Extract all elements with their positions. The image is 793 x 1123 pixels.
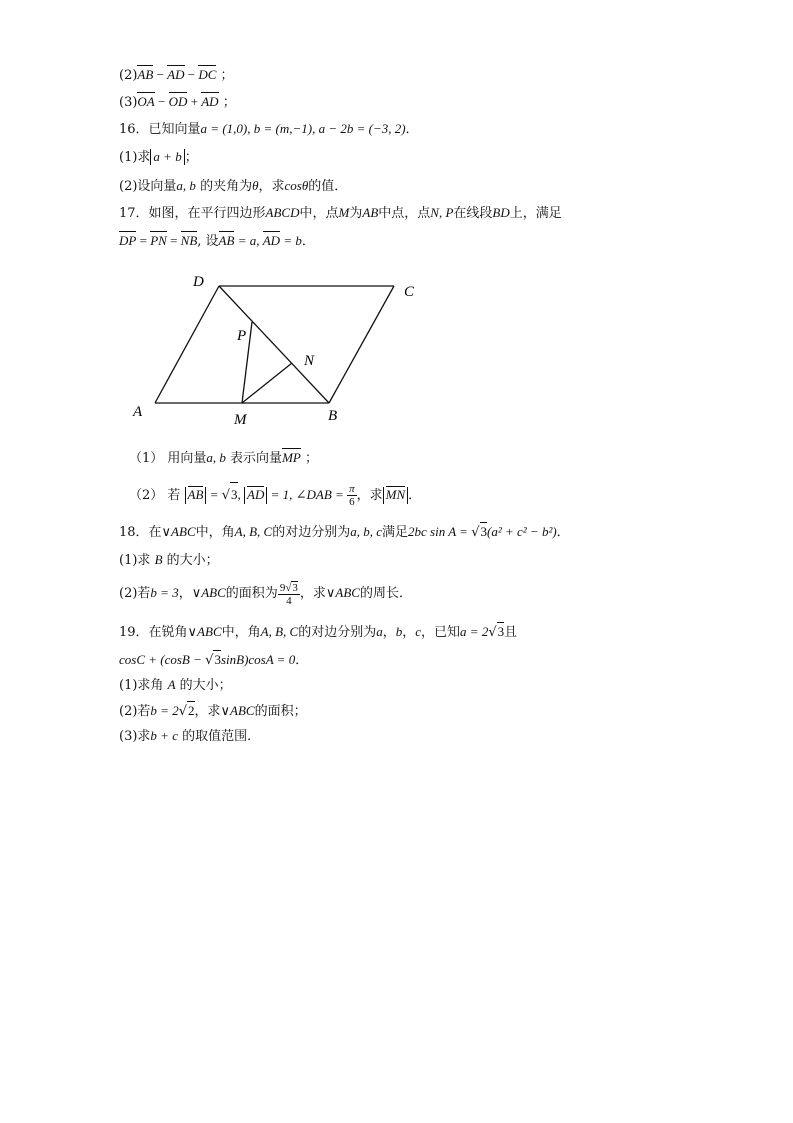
stem-text: 在线段 (453, 206, 493, 221)
sqrt-3: 3 (497, 624, 505, 639)
angle-names: A, B, C (234, 524, 273, 539)
stem-text: 的对边分别为 (272, 525, 351, 540)
parallelogram-figure (0, 0, 793, 440)
part-text: 的周长． (359, 586, 412, 601)
part-text: 的夹角为 (200, 179, 253, 194)
part-text: 的面积； (254, 704, 307, 719)
vector-mp: MP (282, 450, 301, 465)
q19-condition: cosC + (cosB − √3sinB)cosA = 0． (119, 652, 309, 668)
vector-pair: a, b (176, 178, 196, 193)
vector-ad: AD (247, 487, 265, 502)
equation: b = 3 (150, 585, 179, 600)
punctuation: ． (301, 234, 315, 249)
vector-mn: MN (385, 487, 406, 502)
segment-mn (242, 363, 292, 403)
part-text: (3)求 (119, 729, 151, 744)
part-text: (2)若 (119, 586, 151, 601)
part-text: （2） 若 (129, 488, 181, 503)
part-text: (1)求 (119, 553, 151, 568)
stem-text: 中，角 (221, 625, 261, 640)
triangle-name: ∨ABC (191, 585, 226, 600)
angle-names: A, B, C (260, 624, 299, 639)
side-a: a (376, 624, 383, 639)
denominator: 6 (349, 496, 355, 508)
vector-ad: AD (167, 67, 185, 82)
punctuation: ； (304, 451, 318, 466)
operator: = (206, 487, 222, 502)
part-text: ，求 (194, 704, 221, 719)
vector-nb: NB (180, 233, 198, 248)
stem-text: 的对边分别为 (298, 625, 377, 640)
expression: b + c (150, 728, 178, 743)
sqrt-3: 3 (480, 524, 487, 539)
punctuation: ． (408, 488, 422, 503)
label-a: A (133, 404, 143, 420)
vector-equations: a = (1,0), b = (m,−1), a − 2b = (−3, 2) (200, 121, 406, 136)
q19-part3 (119, 727, 260, 746)
q18-part1 (119, 551, 219, 570)
vector-dc: DC (198, 67, 217, 82)
label-d: D (193, 274, 204, 290)
stem-text: 满足 (382, 525, 409, 540)
numerator-sqrt: 3 (292, 581, 298, 594)
q17-part2: （2） 若 AB = √3, AD = 1, ∠DAB = $\frac{\pi}{6}$ ，求 MN ． (129, 483, 422, 508)
part-label: (3) (119, 95, 138, 110)
equation: = 1, ∠DAB = (267, 487, 348, 502)
sqrt-3: 3 (214, 652, 221, 667)
punctuation: ； (220, 68, 234, 83)
vector-od: OD (168, 94, 188, 109)
stem-text: 中，点 (299, 206, 339, 221)
q18-part2 (119, 580, 412, 607)
punctuation: ， (382, 625, 396, 640)
vector-dp: DP (119, 233, 137, 248)
angle-a: A (167, 677, 176, 692)
equation: cosC + (cosB − (119, 652, 206, 667)
part-text: 的面积为 (225, 586, 278, 601)
side-c: c (415, 624, 422, 639)
stem-text: 16．已知向量 (119, 122, 201, 137)
part-text: ，求 (299, 586, 326, 601)
segment-cb (329, 286, 394, 403)
equation: a = 2 (460, 624, 489, 639)
part-text: (1)求角 (119, 678, 164, 693)
equation: sinB)cosA = 0 (220, 652, 296, 667)
stem-text: ，已知 (421, 625, 461, 640)
vector-ad: AD (201, 94, 219, 109)
equation: 2bc sin A = (408, 524, 472, 539)
stem-text: 且 (504, 625, 518, 640)
triangle-name: ∨ABC (220, 703, 255, 718)
point-names: N, P (430, 205, 454, 220)
operator: = (166, 233, 181, 248)
q19-part1 (119, 676, 232, 695)
part-text: ，求 (258, 179, 285, 194)
vector-ad: AD (262, 233, 281, 248)
q19-stem: 19．在锐角∨ABC中，角A, B, C的对边分别为a，b，c，已知a = 2√3且 (119, 624, 518, 640)
stem-text: 为 (349, 206, 363, 221)
punctuation: ． (295, 653, 309, 668)
numerator-coef: 9 (279, 581, 286, 594)
vector-ab: AB (137, 67, 154, 82)
numerator: π (349, 483, 355, 495)
vector-ab: AB (187, 487, 204, 502)
vector-pn: PN (150, 233, 167, 248)
triangle-name: ∨ABC (161, 524, 196, 539)
sqrt-3: 3 (230, 482, 238, 507)
operator: = (136, 233, 151, 248)
segment-ad (155, 286, 219, 403)
operator: − (184, 67, 199, 82)
part-label: (2) (119, 68, 138, 83)
theta-symbol: θ (252, 178, 259, 193)
stem-text: 19．在锐角 (119, 625, 188, 640)
vector-ab: AB (218, 233, 235, 248)
segment-name: BD (492, 205, 510, 220)
triangle-name: ∨ABC (187, 624, 222, 639)
stem-text: 18．在 (119, 525, 162, 540)
stem-text: 中，角 (195, 525, 235, 540)
stem-text: , 设 (197, 234, 219, 249)
part-text: 的取值范围． (182, 729, 261, 744)
shape-name: ABCD (265, 205, 300, 220)
part-text: (1)求 (119, 150, 151, 165)
denominator: 4 (286, 594, 292, 607)
part-text: (2)若 (119, 704, 151, 719)
part-text: (2)设向量 (119, 179, 177, 194)
equation: = b (280, 233, 302, 248)
operator: − (153, 67, 168, 82)
vector-oa: OA (137, 94, 155, 109)
operator: − (154, 94, 169, 109)
label-b: B (328, 408, 338, 424)
label-n: N (304, 353, 315, 369)
part-text: 的值． (308, 179, 348, 194)
part-text: ，求 (356, 488, 383, 503)
punctuation: ． (556, 525, 570, 540)
cos-theta: cosθ (284, 178, 309, 193)
q18-stem: 18．在∨ABC中，角A, B, C的对边分别为a, b, c满足2bc sin A = √3(a² + c² − b²)． (119, 524, 570, 540)
angle-b: B (154, 552, 163, 567)
part-text: （1） 用向量 (129, 451, 207, 466)
equation: (a² + c² − b²) (487, 524, 557, 539)
q19-part2: (2)若b = 2√2，求∨ABC的面积； (119, 703, 307, 719)
equation: = a, (234, 233, 263, 248)
stem-text: 17．如图，在平行四边形 (119, 206, 266, 221)
point-name: M (338, 205, 350, 220)
triangle-name: ∨ABC (325, 585, 360, 600)
label-p: P (237, 328, 247, 344)
punctuation: ， (402, 625, 416, 640)
stem-text: 上，满足 (509, 206, 562, 221)
label-m: M (234, 412, 247, 428)
label-c: C (404, 284, 415, 300)
side-names: a, b, c (350, 524, 382, 539)
punctuation: ． (405, 122, 419, 137)
equation: b = 2 (150, 703, 179, 718)
punctuation: ， (178, 586, 192, 601)
magnitude-expr: a + b (150, 149, 184, 165)
pi-over-6 (347, 483, 357, 508)
punctuation: ； (184, 150, 198, 165)
operator: + (187, 94, 202, 109)
part-text: 的大小； (179, 678, 232, 693)
side-b: b (395, 624, 403, 639)
q17-part1 (129, 449, 318, 468)
vector-pair: a, b (206, 450, 226, 465)
punctuation: , (237, 487, 245, 502)
part-text: 的大小； (166, 553, 219, 568)
sqrt-2: 2 (188, 703, 195, 718)
stem-text: 中点，点 (378, 206, 431, 221)
part-text: 表示向量 (230, 451, 283, 466)
punctuation: ； (222, 95, 236, 110)
segment-db (219, 286, 329, 403)
segment-name: AB (362, 205, 379, 220)
area-fraction: $\frac{9√3}{4}$ (279, 581, 298, 607)
